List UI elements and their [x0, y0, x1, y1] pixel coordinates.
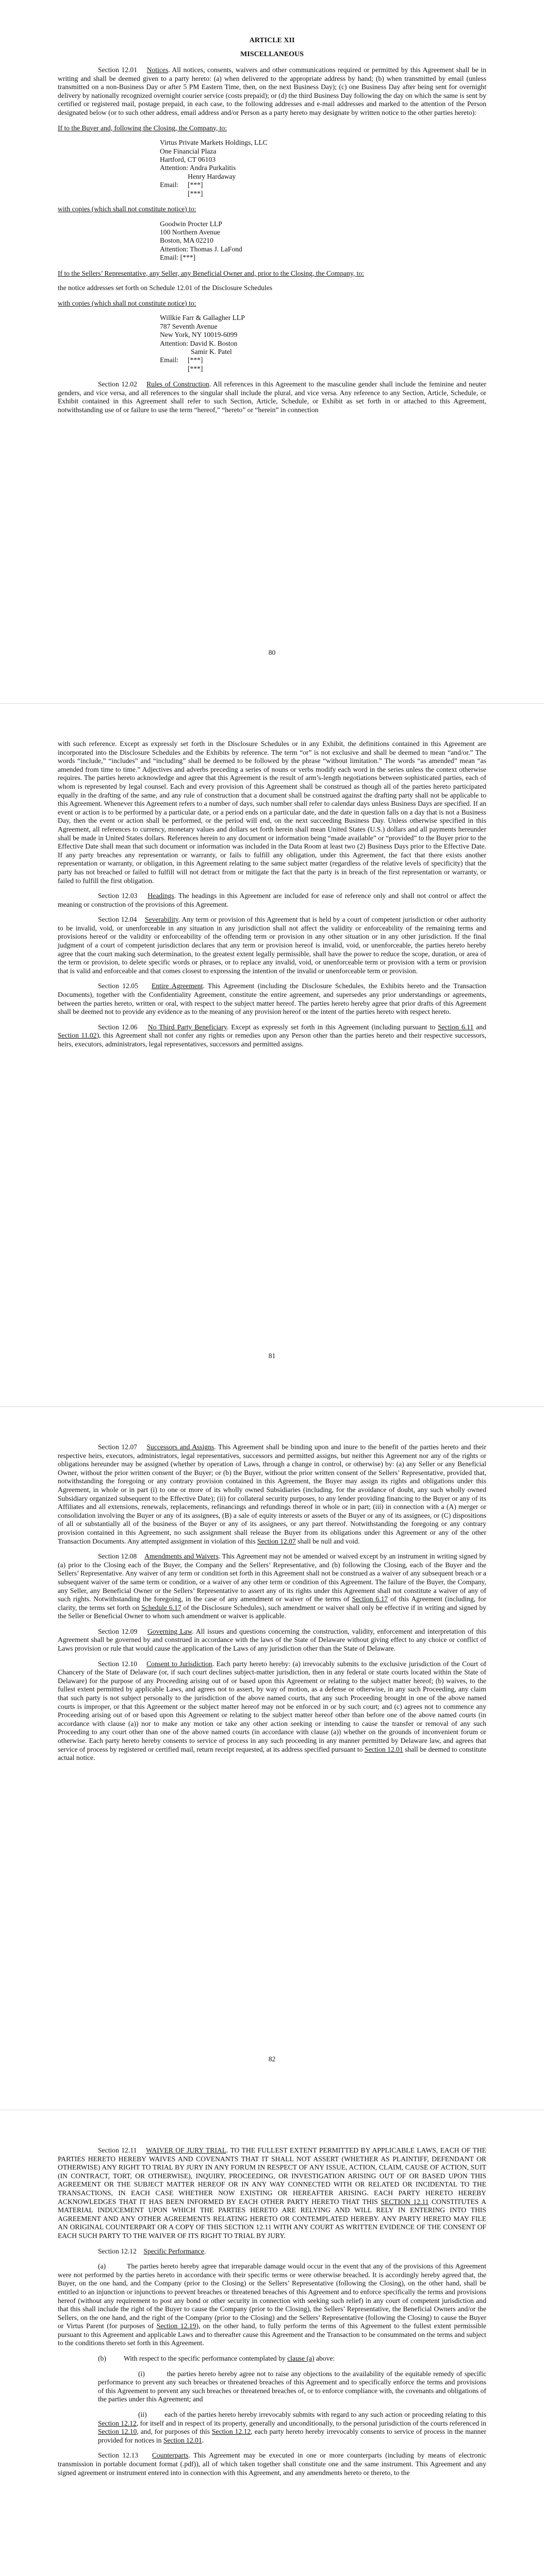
cross-reference: Section 12.12: [211, 2428, 251, 2436]
section-title: Rules of Construction: [146, 380, 209, 388]
page-83: [0, 2110, 544, 2576]
section-12-01: Section 12.01 Notices. All notices, consents, waivers and other communications required or permitted by this Agreement shall be in writing and shall be deemed given to a party hereto: (a) when delivered to the appropriate address by hand; (b) when transmitted by email (unless transmitted on a non-Business Day or after 5 PM Eastern Time, then, on the next Business Day); (c) one Business Day after being sent for overnight delivery by nationally recognized overnight courier service (costs prepaid); or (d) the third Business Day following the day on which the same is sent by certified or registered mail, postage prepaid, in each case, to the following addresses and e-mail addresses and marked to the attention of the Person designated below (or to such other address, email address and/or Person as a party hereto may designate by written notice to the other parties hereto):: [58, 66, 486, 116]
section-12-11: Section 12.11 WAIVER OF JURY TRIAL. TO THE FULLEST EXTENT PERMITTED BY APPLICABLE LAWS, EACH OF THE PARTIES HERETO HEREBY WAIVES AND COVENANTS THAT IT SHALL NOT ASSERT (WHETHER AS PLAINTIFF, DEFENDANT OR OTHERWISE) ANY RIGHT TO TRIAL BY JURY IN ANY FORUM IN RESPECT OF ANY ISSUE, ACTION, CLAIM, CAUSE OF ACTION, SUIT (IN CONTRACT, TORT, OR OTHERWISE), INQUIRY, PROCEEDING, OR INVESTIGATION ARISING OUT OF OR BASED UPON THIS AGREEMENT OR THE SUBJECT MATTER HEREOF OR IN ANY WAY CONNECTED WITH OR RELATED OR INCIDENTAL TO THE TRANSACTIONS, IN EACH CASE WHETHER NOW EXISTING OR HEREAFTER ARISING. EACH PARTY HERETO HEREBY ACKNOWLEDGES THAT IT HAS BEEN INFORMED BY EACH OTHER PARTY HERETO THAT THIS SECTION 12.11 CONSTITUTES A MATERIAL INDUCEMENT UPON WHICH THE PARTIES HERETO ARE RELYING AND WILL RELY IN ENTERING INTO THIS AGREEMENT AND ANY OTHER AGREEMENTS RELATING HERETO OR CONTEMPLATED HEREBY. ANY PARTY HERETO MAY FILE AN ORIGINAL COUNTERPART OR A COPY OF THIS SECTION 12.11 WITH ANY COURT AS WRITTEN EVIDENCE OF THE CONSENT OF EACH SUCH PARTY TO THE WAIVER OF ITS RIGHT TO TRIAL BY JURY.: [58, 2146, 486, 2240]
section-12-06: Section 12.06 No Third Party Beneficiary. Except as expressly set forth in this Agreement (including pursuant to Section 6.11 and Section 11.02), this Agreement shall not confer any rights or remedies upon any Person other than the parties hereto and their respective successors, heirs, executors, administrators, legal representatives, successors and permitted assigns.: [58, 1023, 486, 1048]
section-title: Counterparts: [152, 2451, 189, 2460]
buyer-notice-intro: If to the Buyer and, following the Closing, the Company, to:: [58, 124, 227, 132]
section-12-12-b-i: (i) the parties hereto hereby agree not to raise any objections to the availability of the equitable remedy of specific performance to prevent any such breaches or threatened breaches of this Agreement and to specifically enforce the terms and provisions of this Agreement to prevent any such breaches or threatened breaches of, or to enforce compliance with, the covenants and obligations of the parties under this Agreement; and: [98, 2369, 486, 2403]
page-82: [0, 1406, 544, 2110]
section-title: Successors and Assigns: [146, 1443, 215, 1451]
buyer-address: Virtus Private Markets Holdings, LLC One Financial Plaza Hartford, CT 06103 Attention: Andra Purkalitis Email: Henry Hardaway [***] [***]: [160, 139, 486, 198]
section-title: WAIVER OF JURY TRIAL: [145, 2146, 226, 2154]
cross-reference: Section 11.02: [58, 1031, 97, 1040]
page-81: [0, 703, 544, 1406]
cross-reference: clause (a): [287, 2354, 315, 2363]
section-12-05: Section 12.05 Entire Agreement. This Agreement (including the Disclosure Schedules, the Exhibits hereto and the Transaction Documents), together with the Confidentiality Agreement, constitute the entire agreement, and supersedes any prior understandings or agreements, between the parties hereto, written or oral, with respect to the subject matter hereof. The parties hereto hereby agree that prior drafts of this Agreement shall be deemed not to provide any evidence as to the meaning of any provision hereof or the intent of the parties hereto with respect hereto.: [58, 982, 486, 1016]
section-title: Consent to Jurisdiction: [146, 1659, 212, 1668]
section-12-08: Section 12.08 Amendments and Waivers. This Agreement may not be amended or waived except by an instrument in writing signed by (a) prior to the Closing each of the Buyer, the Company and the Sellers’ Representative, and (b) following the Closing, each of the Buyer and the Sellers’ Representative. Any waiver of any term or condition set forth in this Agreement shall not be construed as a waiver of any subsequent breach or a subsequent waiver of the same term or condition, or a waiver of any other term or condition of this Agreement. The failure of the Buyer, the Company, any Seller, any Beneficial Owner or the Sellers’ Representative to assert any of its rights under this Agreement shall not constitute a waiver of any of such rights. Notwithstanding the foregoing, in the case of any amendment or waiver of the terms of Section 6.17 of this Agreement (including, for clarity, the terms set forth on Schedule 6.17 of the Disclosure Schedules), such amendment or waiver shall only be effective if in writing and signed by the Seller or Beneficial Owner to whom such amendment or waiver is applicable.: [58, 1552, 487, 1620]
section-12-02-continued: with such reference. Except as expressly set forth in the Disclosure Schedules or in any Exhibit, the definitions contained in this Agreement are incorporated into the Disclosure Schedules and the Exhibits by reference. The term “or” is not exclusive and shall be deemed to mean “and/or.” The words “include,” “includes” and “including” shall be deemed to be followed by the phrase “without limitation.” The words “as amended” mean “as amended from time to time.” Adjectives and adverbs preceding a series of nouns or verbs modify each word in the series unless the context otherwise requires. The parties hereto acknowledge and agree that this Agreement is the result of arm’s-length negotiations between sophisticated parties, each of whom is represented by legal counsel. Each and every provision of this Agreement shall be construed as though all of the parties hereto participated equally in the drafting of the same, and any rule of construction that a document shall be construed against the drafting party shall not be applicable to this Agreement. Whenever this Agreement refers to a number of days, such number shall refer to calendar days unless Business Days are specified. If an event or action is to be performed by a particular date, or a period ends on a particular date, and the date in question falls on a day that is not a Business Day, then the event or action shall be performed, or the period will end, on the next succeeding Business Day. Unless otherwise specified in this Agreement, all references to currency, monetary values and dollars set forth herein shall mean United States (U.S.) dollars and all payments hereunder shall be made in United States dollars. References herein to any document or information being “made available” or “provided” to the Buyer prior to the Effective Date shall mean that such document or information was included in the Data Room at least two (2) Business Days prior to the Effective Date. If any party breaches any representation or warranty, or fails to fulfill any obligation, under this Agreement, the fact that there exists another representation or warranty, or obligation, in this Agreement relating to the same subject matter (regardless of the relative levels of specificity) that the party has not breached or failed to fulfill will not detract from or mitigate the fact that the party is in breach of the first representation or warranty, or failed to fulfill the first obligation.: [58, 740, 486, 885]
section-12-09: Section 12.09 Governing Law. All issues and questions concerning the construction, validity, enforcement and interpretation of this Agreement shall be governed by and construed in accordance with the laws of the State of Delaware without giving effect to any choice or conflict of Laws provision or rule that would cause the application of the Laws of any jurisdiction other than the State of Delaware.: [58, 1627, 487, 1653]
cross-reference: SECTION 12.11: [381, 2197, 429, 2206]
article-number: ARTICLE XII: [249, 37, 295, 44]
section-title: Headings: [147, 892, 174, 900]
section-12-12-b-ii: (ii) each of the parties hereto hereby irrevocably submits with regard to any such action or proceeding relating to this Section 12.12, for itself and in respect of its property, generally and unconditionally, to the personal jurisdiction of the courts referenced in Section 12.10, and, for purposes of this Section 12.12, each party hereto hereby irrevocably consents to service of process in the manner provided for notices in Section 12.01.: [98, 2411, 487, 2444]
page-number: 81: [268, 1352, 276, 1360]
cross-reference: Section 12.19: [156, 2322, 196, 2330]
section-title: Specific Performance: [143, 2247, 204, 2255]
section-title: Governing Law: [147, 1627, 192, 1635]
section-title: No Third Party Beneficiary: [147, 1023, 227, 1031]
willkie-email: Email: [***] [***]: [160, 356, 203, 372]
section-12-07: Section 12.07 Successors and Assigns. This Agreement shall be binding upon and inure to the benefit of the parties hereto and their respective heirs, executors, administrators, legal representatives, successors and permitted assigns, but neither this Agreement nor any of the rights or obligations hereunder may be assigned (whether by operation of Laws, through a change in control, or otherwise) by: (a) any Seller or any Beneficial Owner, without the prior written consent of the Buyer; or (b) the Buyer, without the prior written consent of the Sellers’ Representative, provided that, notwithstanding the foregoing or any contrary provision contained in this Agreement, the Buyer may assign its rights and obligations under this Agreement, in whole or in part (i) to one or more of its wholly owned Subsidiaries (including, for the avoidance of doubt, any such wholly owned Subsidiary organized subsequent to the Effective Date); (ii) for collateral security purposes, to any lender providing financing to the Buyer or any of its Affiliates and all extensions, renewals, replacements, refinancings and refundings thereof in whole or in part; (iii) in connection with a (A) merger or consolidation involving the Buyer or any of its assignees, (B) a sale of equity interests or assets of the Buyer or any of its assignees, or (C) dispositions of all or substantially all of the business of the Buyer or any of its assignees, or any part thereof. Notwithstanding the foregoing or any contrary provision contained in this Agreement, no such assignment shall release the Buyer from its obligations under this Agreement or any of the other Transaction Documents. Any attempted assignment in violation of this Section 12.07 shall be null and void.: [58, 1443, 486, 1545]
cross-reference: Section 12.10: [98, 2428, 137, 2436]
section-12-13: Section 12.13 Counterparts. This Agreement may be executed in one or more counterparts (including by means of electronic transmission in portable document format (.pdf)), all of which taken together shall constitute one and the same instrument. This Agreement and any signed agreement or instrument entered into in connection with this Agreement, and any amendments hereto or thereto, to the: [58, 2451, 487, 2477]
section-title: Severability: [144, 916, 178, 924]
article-title: MISCELLANEOUS: [240, 50, 304, 58]
cross-reference: Section 12.07: [257, 1537, 296, 1545]
page-number: 82: [268, 2055, 276, 2063]
cross-reference: Section 6.11: [438, 1023, 474, 1031]
section-title: Notices: [146, 66, 169, 74]
page-80: [0, 0, 544, 703]
section-title: Entire Agreement: [151, 982, 203, 990]
sellers-notice-intro: If to the Sellers’ Representative, any Seller, any Beneficial Owner and, prior to the Closing, the Company, to:: [58, 269, 365, 277]
section-12-02: Section 12.02 Rules of Construction. All references in this Agreement to the masculine gender shall include the feminine and neuter genders, and vice versa, and all references to the singular shall include the plural, and vice versa. Any reference to any Section, Article, Schedule, or Exhibit contained in this Agreement shall refer to such Section, Article, Schedule, or Exhibit as set forth in or attached to this Agreement, notwithstanding use of or failure to use the term “hereof,” “hereto” or “herein” in connection: [58, 380, 486, 414]
cross-reference: Section 12.01: [364, 1745, 403, 1753]
page-number: 80: [268, 649, 276, 656]
goodwin-address: Goodwin Procter LLP 100 Northern Avenue Boston, MA 02210 Attention: Thomas J. LaFond Email: [***]: [160, 219, 242, 262]
copy-notice-intro-1: with copies (which shall not constitute notice) to:: [58, 205, 196, 213]
willkie-address: Willkie Farr & Gallagher LLP 787 Seventh Avenue New York, NY 10019-6099 Attention: David K. Boston Samir K. Patel Email: [***] [***]: [160, 314, 486, 373]
section-title: Amendments and Waivers: [144, 1552, 219, 1561]
section-12-12: Section 12.12 Specific Performance.: [98, 2247, 206, 2255]
section-12-03: Section 12.03 Headings. The headings in this Agreement are included for ease of reference only and shall not control or affect the meaning or construction of the provisions of this Agreement.: [58, 892, 486, 908]
section-12-10: Section 12.10 Consent to Jurisdiction. Each party hereto hereby: (a) irrevocably submits to the exclusive jurisdiction of the Court of Chancery of the State of Delaware (or, if such court declines subject-matter jurisdiction, then in any federal or state courts located within the State of Delaware) for the purpose of any Proceeding arising out of or based upon this Agreement or relating to the subject matter hereof; (b) waives, to the fullest extent permitted by applicable Laws, and agrees not to assert, by way of motion, as a defense or otherwise, in any such Proceeding, any claim that such party is not subject personally to the jurisdiction of the above named courts, that any such Proceeding brought in one of the above named courts is improper, or that this Agreement or the subject matter hereof may not be enforced in or by such court; and (c) agrees not to commence any Proceeding arising out of or based upon this Agreement or relating to the subject matter hereof other than before one of the above named courts (in accordance with clause (a)) nor to make any motion or take any other action seeking or intending to cause the transfer or removal of any such Proceeding to any court other than one of the above named courts (in accordance with clause (a)) whether on the grounds of inconvenient forum or otherwise. Each party hereto hereby consents to service of process in any such proceeding in any manner permitted by Delaware law, and agrees that service of process by registered or certified mail, return receipt requested, at its address specified pursuant to Section 12.01 shall be deemed to constitute actual notice.: [58, 1659, 487, 1762]
section-12-04: Section 12.04 Severability. Any term or provision of this Agreement that is held by a court of competent jurisdiction or other authority to be invalid, void, or unenforceable in any situation in any jurisdiction shall not affect the validity or enforceability of the remaining terms and provisions hereof or the validity or enforceability of the offending term or provision in any other situation or in any other jurisdiction. If the final judgment of a court of competent jurisdiction declares that any term or provision hereof is invalid, void, or unenforceable, the parties hereto hereby agree that the court making such determination, to the greatest extent legally permissible, shall have the power to reduce the scope, duration, or area of the term or provision, to delete specific words or phrases, or to replace any invalid, void, or unenforceable term or provision with a term or provision that is valid and enforceable and that comes closest to expressing the intention of the invalid or unenforceable term or provision.: [58, 916, 487, 975]
section-12-12-b: (b) With respect to the specific performance contemplated by clause (a) above:: [98, 2354, 335, 2363]
sellers-notice-address: the notice addresses set forth on Schedule 12.01 of the Disclosure Schedules: [58, 284, 273, 292]
cross-reference: Section 6.17: [352, 1595, 388, 1603]
cross-reference: Section 12.12: [98, 2419, 137, 2427]
buyer-email: Email: Henry Hardaway [***] [***]: [160, 172, 236, 197]
cross-reference: Section 12.01: [163, 2436, 202, 2444]
section-12-12-a: (a) The parties hereto hereby agree that irreparable damage would occur in the event that any of the provisions of this Agreement were not performed by the parties hereto in accordance with their specific terms or were otherwise breached. It is accordingly hereby agreed that, the Buyer, on the one hand, and the Company (prior to the Closing) or the Sellers’ Representative (following the Closing), on the other hand, shall be entitled to an injunction or injunctions to prevent breaches or threatened breaches of this Agreement and to enforce specifically the terms and provisions hereof (without any requirement to post any bond or other security in connection with seeking such relief) in any court of competent jurisdiction and that this shall include the right of the Buyer to cause the Company (prior to the Closing), the Sellers’ Representative, the Beneficial Owners and/or the Sellers, on the one hand, and the right of the Company (prior to the Closing) and the Sellers’ Representative (following the Closing) to cause the Buyer or Virtus Parent (for purposes of Section 12.19), on the other hand, to fully perform the terms of this Agreement to the fullest extent permissible pursuant to this Agreement and applicable Laws and to thereafter cause this Agreement and the Transaction to be consummated on the terms and subject to the conditions thereto set forth in this Agreement.: [58, 2262, 487, 2347]
cross-reference: Schedule 6.17: [141, 1603, 182, 1612]
copy-notice-intro-2: with copies (which shall not constitute notice) to:: [58, 299, 196, 307]
